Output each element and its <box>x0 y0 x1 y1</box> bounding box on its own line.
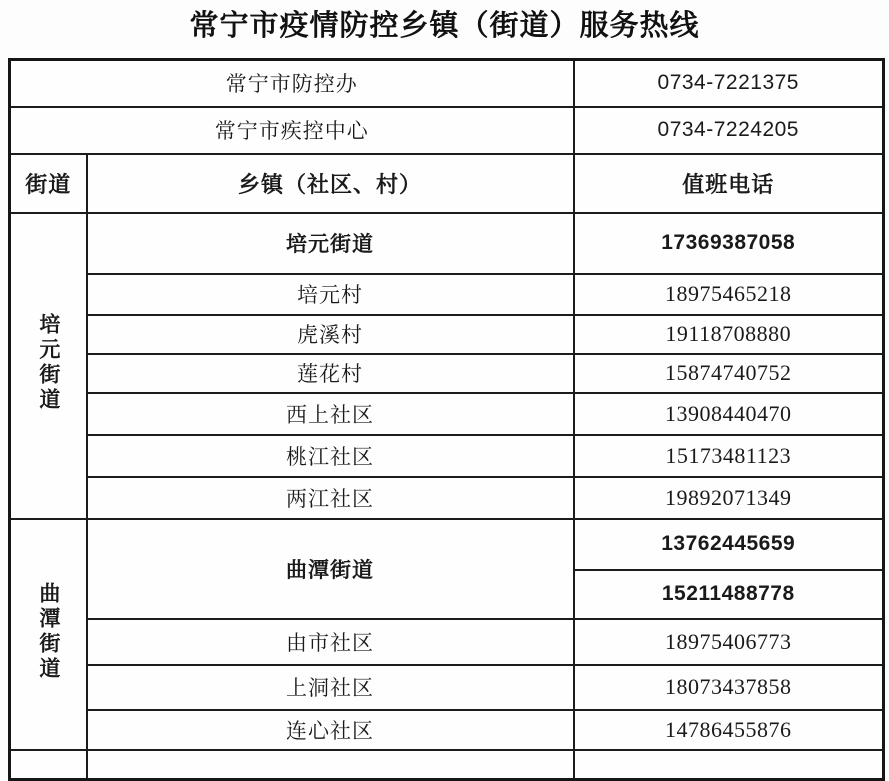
town-name-cell: 培元街道 <box>87 213 574 274</box>
phone-cell: 19118708880 <box>574 315 884 354</box>
phone-cell: 15874740752 <box>574 354 884 393</box>
phone-cell: 15211488778 <box>574 570 884 619</box>
page-title: 常宁市疫情防控乡镇（街道）服务热线 <box>189 10 700 42</box>
phone-cell: 17369387058 <box>574 213 884 274</box>
town-name-cell: 西上社区 <box>87 393 574 435</box>
city-phone: 0734-7221375 <box>574 60 884 107</box>
town-name-cell: 培元村 <box>87 274 574 315</box>
table-row <box>10 354 884 393</box>
table-row <box>10 477 884 519</box>
table-row <box>10 213 884 274</box>
street-group-cell <box>10 750 87 780</box>
phone-cell: 18073437858 <box>574 665 884 710</box>
phone-cell: 15173481123 <box>574 435 884 477</box>
hotline-table <box>8 58 885 781</box>
header-street: 街道 <box>10 154 87 213</box>
town-name-cell: 莲花村 <box>87 354 574 393</box>
phone-cell: 18975406773 <box>574 619 884 665</box>
town-name-cell: 上洞社区 <box>87 665 574 710</box>
table-row <box>10 274 884 315</box>
phone-cell: 18975465218 <box>574 274 884 315</box>
town-name-cell: 桃江社区 <box>87 435 574 477</box>
phone-cell: 14786455876 <box>574 710 884 750</box>
table-row-partial <box>10 750 884 780</box>
town-name-cell: 由市社区 <box>87 619 574 665</box>
city-org-name: 常宁市疾控中心 <box>10 107 574 154</box>
phone-cell <box>574 750 884 780</box>
table-row <box>10 619 884 665</box>
street-group-cell <box>10 519 87 750</box>
city-org-name: 常宁市防控办 <box>10 60 574 107</box>
street-group-cell <box>10 213 87 519</box>
street-vertical-label: 培元街道 <box>36 313 60 413</box>
city-row <box>10 107 884 154</box>
table-row <box>10 519 884 570</box>
town-name-cell <box>87 750 574 780</box>
header-town: 乡镇（社区、村） <box>87 154 574 213</box>
table-row <box>10 435 884 477</box>
phone-cell: 13908440470 <box>574 393 884 435</box>
table-row <box>10 315 884 354</box>
town-name-cell: 连心社区 <box>87 710 574 750</box>
page <box>0 5 889 762</box>
header-phone: 值班电话 <box>574 154 884 213</box>
town-name-cell: 虎溪村 <box>87 315 574 354</box>
town-name-cell: 曲潭街道 <box>87 519 574 619</box>
phone-cell: 13762445659 <box>574 519 884 570</box>
table-row <box>10 710 884 750</box>
table-row <box>10 393 884 435</box>
town-name-cell: 两江社区 <box>87 477 574 519</box>
city-phone: 0734-7224205 <box>574 107 884 154</box>
street-vertical-label: 曲潭街道 <box>36 581 60 682</box>
table-row <box>10 665 884 710</box>
phone-cell: 19892071349 <box>574 477 884 519</box>
header-row <box>10 154 884 213</box>
city-row <box>10 60 884 107</box>
